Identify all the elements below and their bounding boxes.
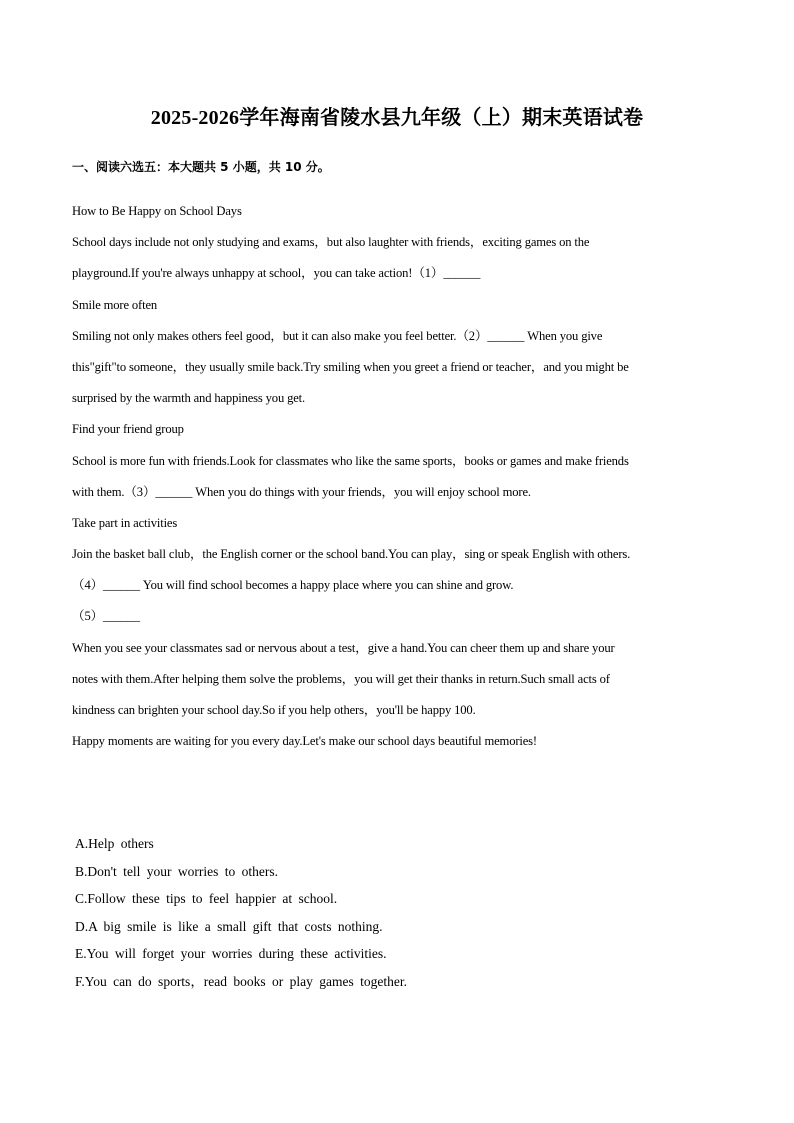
- section-heading: 一、阅读六选五：本大题共 5 小题，共 10 分。: [72, 160, 330, 174]
- passage-line: School days include not only studying and exams，but also laughter with friends，exciting games on the: [72, 235, 590, 249]
- passage-line: playground.If you're always unhappy at school，you can take action!（1）______: [72, 266, 481, 280]
- passage-subheading: Take part in activities: [72, 516, 178, 530]
- option-e: E.You will forget your worries during these activities.: [75, 946, 387, 961]
- option-a: A.Help others: [75, 836, 154, 851]
- passage-subheading: Smile more often: [72, 298, 158, 312]
- option-f: F.You can do sports，read books or play games together.: [75, 974, 408, 989]
- passage-line: this"gift"to someone，they usually smile back.Try smiling when you greet a friend or teacher，and you might be: [72, 360, 629, 374]
- passage-title: How to Be Happy on School Days: [72, 204, 242, 218]
- option-c: C.Follow these tips to feel happier at school.: [75, 891, 338, 906]
- passage-line: When you see your classmates sad or nervous about a test，give a hand.You can cheer them up and share your: [72, 641, 615, 655]
- option-d: D.A big smile is like a small gift that costs nothing.: [75, 919, 383, 934]
- exam-title: 2025-2026学年海南省陵水县九年级（上）期末英语试卷: [150, 107, 644, 129]
- passage-line: with them.（3）______ When you do things with your friends，you will enjoy school more.: [72, 485, 531, 499]
- passage-line: Happy moments are waiting for you every day.Let's make our school days beautiful memories!: [72, 734, 537, 748]
- passage-line: Smiling not only makes others feel good，but it can also make you feel better.（2）______ When you give: [72, 329, 603, 343]
- passage-line: surprised by the warmth and happiness you get.: [72, 391, 306, 405]
- passage-line: （4）______ You will find school becomes a happy place where you can shine and grow.: [72, 578, 514, 592]
- passage-line: notes with them.After helping them solve the problems，you will get their thanks in return.Such small acts of: [72, 672, 610, 686]
- passage-line: Join the basket ball club，the English corner or the school band.You can play，sing or speak English with others.: [72, 547, 631, 561]
- passage-blank-heading: （5）______: [72, 609, 140, 623]
- passage-subheading: Find your friend group: [72, 422, 184, 436]
- option-b: B.Don't tell your worries to others.: [75, 864, 279, 879]
- passage-line: kindness can brighten your school day.So if you help others，you'll be happy 100.: [72, 703, 476, 717]
- passage-line: School is more fun with friends.Look for classmates who like the same sports，books or games and make friends: [72, 454, 629, 468]
